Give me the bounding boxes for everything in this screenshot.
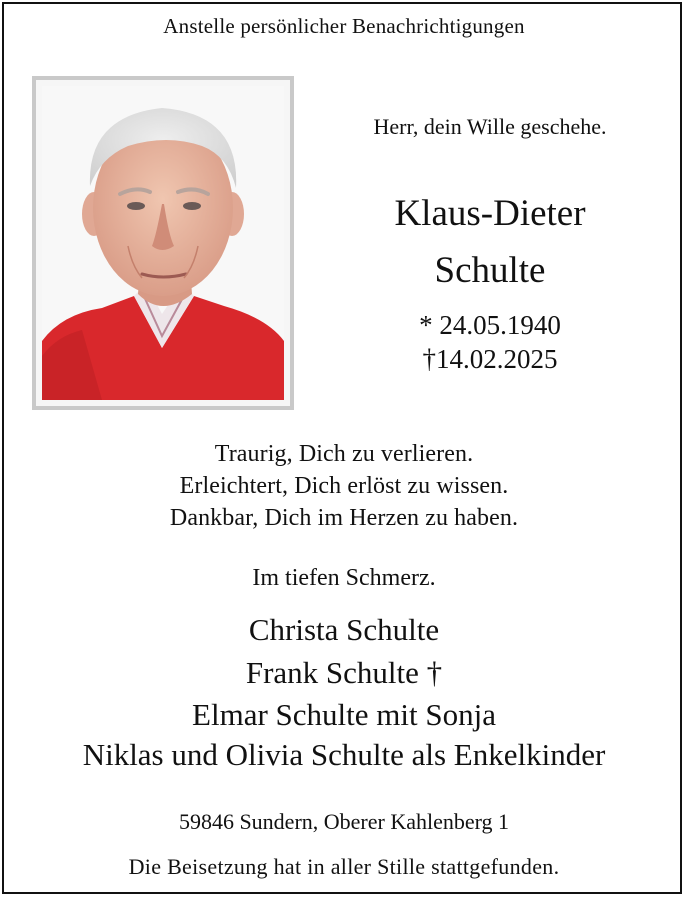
- burial-note: Die Beisetzung hat in aller Stille stattgefunden.: [128, 854, 560, 879]
- portrait-illustration: [42, 86, 284, 400]
- deceased-first-name: Klaus-Dieter: [394, 193, 586, 234]
- quote-text: Herr, dein Wille geschehe.: [373, 114, 607, 139]
- deceased-last-name: Schulte: [434, 250, 546, 291]
- birth-date: * 24.05.1940: [419, 310, 561, 340]
- verse-line: Traurig, Dich zu verlieren.: [214, 441, 474, 467]
- death-date: †14.02.2025: [422, 344, 558, 374]
- portrait-frame: [32, 76, 294, 410]
- mourner-name: Niklas und Olivia Schulte als Enkelkinder: [82, 737, 606, 772]
- mourner-name: Elmar Schulte mit Sonja: [192, 697, 496, 732]
- sorrow-line: Im tiefen Schmerz.: [252, 565, 436, 591]
- verse-line: Dankbar, Dich im Herzen zu haben.: [169, 505, 519, 531]
- mourner-name: Frank Schulte †: [245, 655, 443, 690]
- verse-line: Erleichtert, Dich erlöst zu wissen.: [179, 473, 509, 499]
- address-line: 59846 Sundern, Oberer Kahlenberg 1: [178, 809, 510, 834]
- mourner-name: Christa Schulte: [248, 612, 440, 647]
- intro-text: Anstelle persönlicher Benachrichtigungen: [163, 14, 525, 38]
- portrait-photo: [42, 86, 284, 400]
